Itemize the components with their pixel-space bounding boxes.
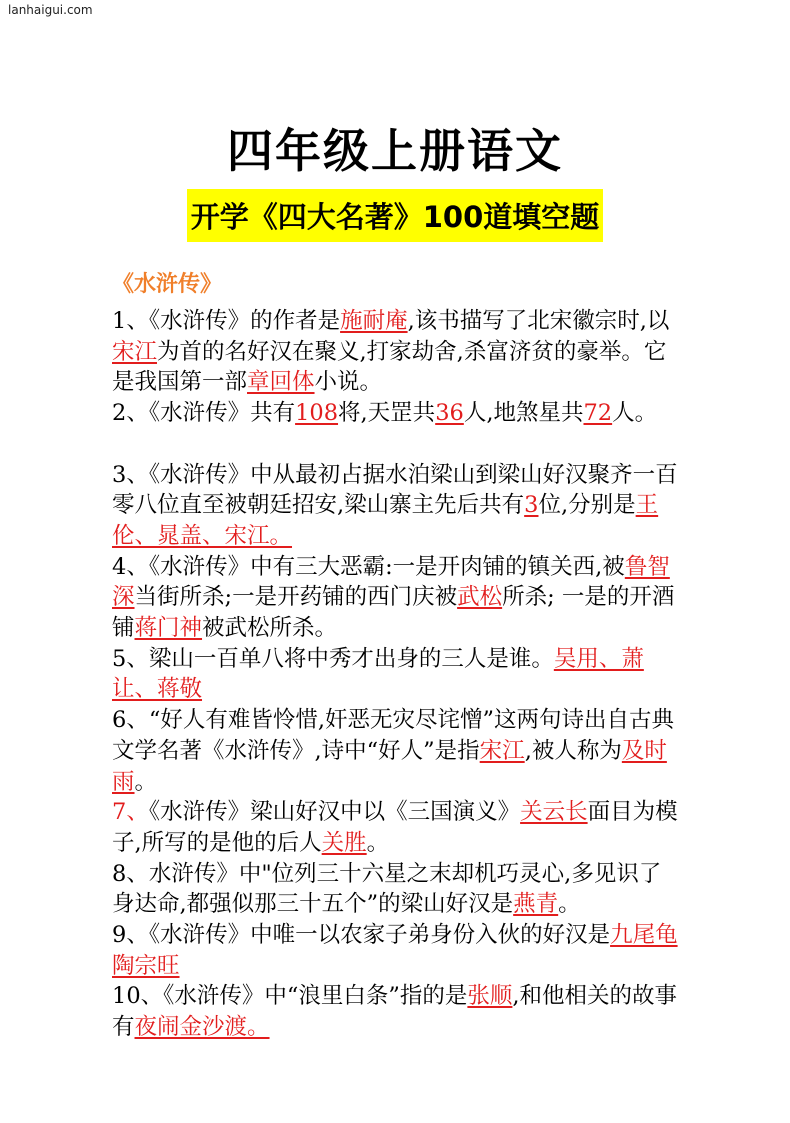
question-list [112, 306, 682, 1043]
question-8: 8、水浒传》中"位列三十六星之末却机巧灵心,多见识了身达命,都强似那三十五个”的梁山好汉是燕青。 [112, 860, 662, 918]
section-heading: 《水浒传》 [112, 272, 223, 297]
answer-blank: 吴用、萧让、蒋敬 [112, 645, 644, 703]
question-2: 2、《水浒传》共有108将,天罡共36人,地煞星共72人。 [112, 400, 658, 427]
answer-blank: 鲁智深 [112, 553, 670, 611]
question-6: 6、“好人有难皆怜惜,奸恶无灾尽诧憎”这两句诗出自古典文学名著《水浒传》,诗中“好人”是指宋江,被人称为及时雨。 [112, 707, 674, 795]
question-1: 1、《水浒传》的作者是施耐庵,该书描写了北宋徽宗时,以宋江为首的名好汉在聚义,打家劫舍,杀富济贫的豪举。它是我国第一部章回体小说。 [112, 308, 670, 396]
answer-blank: 章回体 [247, 369, 315, 396]
question-10: 10、《水浒传》中“浪里白条”指的是张顺,和他相关的故事有夜闹金沙渡。 [112, 983, 678, 1041]
answer-blank: 宋江 [479, 737, 525, 764]
answer-blank: 72 [583, 400, 613, 427]
answer-blank: 施耐庵 [340, 308, 408, 334]
answer-blank: 蒋门神 [134, 615, 203, 642]
page-subtitle: 开学《四大名著》100道填空题 [187, 189, 604, 242]
question-number: 7、 [112, 799, 149, 826]
question-3: 3、《水浒传》中从最初占据水泊梁山到梁山好汉聚齐一百零八位直至被朝廷招安,梁山寨主先后共有3位,分别是王伦、晁盖、宋江。 [112, 461, 678, 549]
answer-blank: 108 [295, 400, 339, 427]
answer-blank: 及时雨 [112, 737, 667, 795]
question-7: 7、《水浒传》梁山好汉中以《三国演义》关云长面目为模子,所写的是他的后人关胜。 [112, 799, 678, 856]
answer-blank: 夜闹金沙渡。 [134, 1014, 270, 1041]
answer-blank: 燕青 [513, 891, 559, 918]
page-title: 四年级上册语文 [227, 124, 563, 178]
answer-blank: 武松 [457, 584, 503, 611]
answer-blank: 九尾龟陶宗旺 [112, 922, 678, 979]
answer-blank: 关云长 [520, 799, 588, 826]
watermark-text: lanhaigui.com [8, 3, 93, 17]
subtitle-container [0, 189, 790, 242]
answer-blank: 王伦、晁盖、宋江。 [112, 492, 659, 549]
answer-blank: 36 [435, 400, 464, 427]
answer-blank: 张顺 [467, 983, 513, 1010]
question-9: 9、《水浒传》中唯一以农家子弟身份入伙的好汉是九尾龟陶宗旺 [112, 922, 678, 979]
answer-blank: 宋江 [112, 338, 158, 365]
spacer [112, 429, 682, 460]
question-5: 5、梁山一百单八将中秀才出身的三人是谁。吴用、萧让、蒋敬 [112, 645, 644, 703]
answer-blank: 关胜 [321, 829, 367, 856]
question-4: 4、《水浒传》中有三大恶霸:一是开肉铺的镇关西,被鲁智深当街所杀;一是开药铺的西门庆被武松所杀; 一是的开酒铺蒋门神被武松所杀。 [112, 553, 675, 642]
answer-blank: 3 [524, 492, 539, 519]
